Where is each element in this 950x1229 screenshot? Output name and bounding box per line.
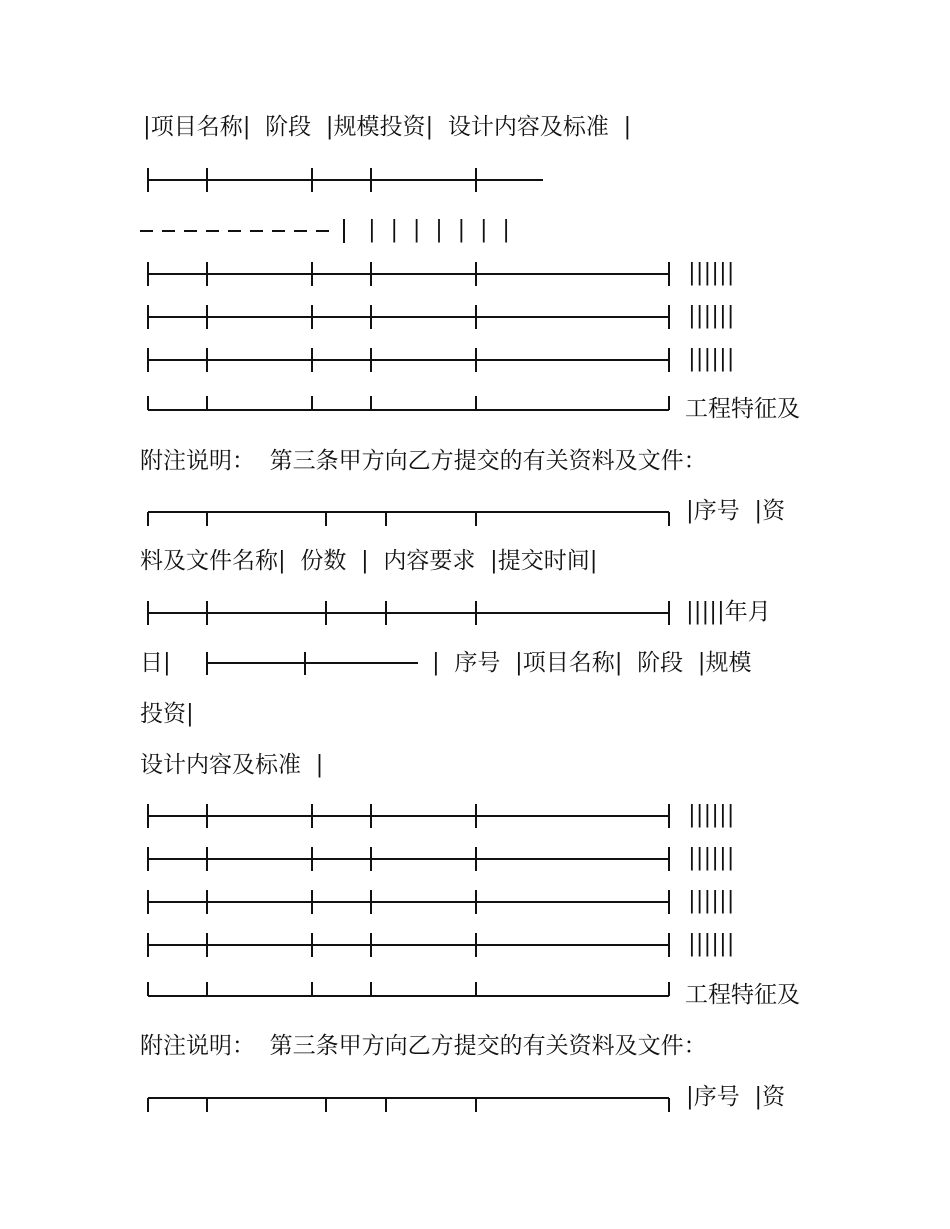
table-pipe-row: ||||||	[688, 346, 735, 372]
table-header-row: |项目名称| 阶段 |规模投资| 设计内容及标准 |	[143, 114, 632, 140]
materials-header: 料及文件名称| 份数 | 内容要求 |提交时间|	[140, 548, 598, 574]
day-line-right: | 序号 |项目名称| 阶段 |规模	[432, 650, 752, 676]
table-pipe-row: ||||||	[688, 303, 735, 329]
invest-line: 投资|	[140, 701, 194, 727]
design-line: 设计内容及标准 |	[140, 752, 324, 778]
note-line: 附注说明： 第三条甲方向乙方提交的有关资料及文件：	[140, 448, 707, 474]
table-pipe-row: ||||||	[688, 888, 735, 914]
table-row-lines	[148, 262, 669, 410]
day-line-left: 日|	[140, 650, 171, 676]
note-line: 附注说明： 第三条甲方向乙方提交的有关资料及文件：	[140, 1033, 707, 1059]
features-label: 工程特征及	[685, 396, 800, 422]
table-row-lines	[148, 804, 669, 1112]
table-pipe-row: ||||||	[688, 802, 735, 828]
table-pipe-row: ||||||	[688, 931, 735, 957]
table-pipe-row: ||||||	[688, 845, 735, 871]
table-pipe-row: | | | | | | |	[368, 217, 510, 243]
serial-cell: |序号 |资	[686, 1084, 786, 1110]
serial-cell: |序号 |资	[686, 498, 786, 524]
features-label: 工程特征及	[685, 982, 800, 1008]
table-row-lines	[148, 512, 669, 675]
table-pipe-row: ||||||	[688, 260, 735, 286]
date-cell: |||||年月	[686, 599, 771, 625]
